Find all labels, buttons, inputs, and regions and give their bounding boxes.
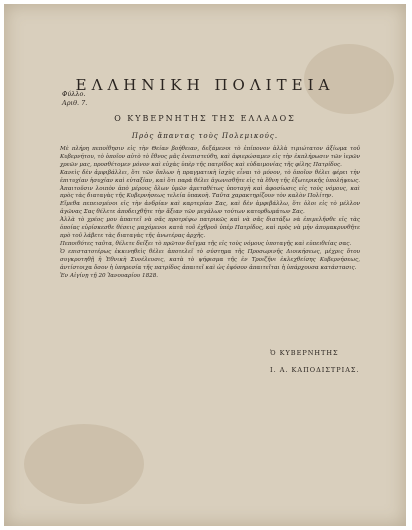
signature-label: Ὁ ΚΥΒΕΡΝΗΤΗΣ [270, 349, 339, 357]
document-page [4, 4, 406, 526]
body-paragraph: Μὲ πλήρη πεποίθησιν εἰς τὴν Θείαν βοήθειαν, δεξάμενοι τὸ ἐπίπονον ἀλλὰ τιμιώτατον ἀξίωμα τοῦ Κυβερνήτου, τὸ ὁποῖον αὐτὸ τὸ ἔθνος μᾶς ἐνεπιστεύθη, καὶ ἀφιερώσαμεν εἰς τὴν ἐκπλήρωσιν τῶν ἱερῶν χρεῶν μας, προσθέτομεν μόνον καὶ εὐχὰς ὑπὲρ τῆς πατρίδος καὶ εὐδαιμονίας τῆς φίλης Πατρίδος. [60, 146, 360, 168]
meta-line: Αριθ. 7. [62, 99, 88, 107]
body-paragraph: Ἀλλὰ τὸ χρέος μου ἀπαιτεῖ νὰ σᾶς προτρέψω πατρικῶς καὶ νὰ σᾶς διατάξω νὰ ἐπιμελῆσθε εἰς τὰς ὁποίας εὑρίσκεσθε θέσεις μαχόμενοι κατὰ τοῦ ἐχθροῦ ὑπὲρ Πατρίδος, καὶ πρὸς νὰ μὴν ἀπομακρυνθῆτε πρὸ τοῦ λάβετε τὰς διαταγὰς τῆς ἀνωτέρας ἀρχῆς. [60, 217, 360, 239]
document-meta [62, 90, 87, 108]
body-paragraph: Ὁ επιστατοτέρως ἐκκινηθεὶς θέλει ἀποτελεῖ τὸ σύστημα τῆς Προσωρινῆς Διοικήσεως, μέχρις ὅτου συγκροτηθῇ ἡ Ἐθνικὴ Συνέλευσις, κατὰ τὸ ψήφισμα τῆς ἐν Τροιζῆνι ἐκλεχθείσης Κυβερνήσεως, ἀντίστοιχα ὅσον ἡ ὑπηρεσία τῆς πατρίδος ἀπαιτεῖ καὶ ὡς ἐφόσον ἀπαιτεῖται ἡ ὑπάρχουσα κατάστασις. [60, 248, 360, 271]
signature-name: Ι. Α. ΚΑΠΟΔΙΣΤΡΙΑΣ. [270, 366, 360, 374]
meta-line: Φύλλο. [62, 90, 86, 98]
body-paragraph: Εἴμεθα πεπεισμένοι εἰς τὴν ἀνδρίαν καὶ καρτερίαν Σας, καὶ δὲν ἀμφιβάλλω, ὅτι ὁλοι εἰς τὸ μέλλον ἀγῶνας Σας θέλετε ἀποδειχθῆτε τὴν ἄξιαν τῶν μεγάλων τούτων κατορθωμάτων Σας. [60, 201, 360, 216]
document-subtitle: Ο ΚΥΒΕΡΝΗΤΗΣ ΤΗΣ ΕΛΛΑΔΟΣ [114, 114, 296, 123]
body-paragraph: Πεποιθότες ταῦτα, θέλετε δείξει τὸ πρῶτον δεῖγμα τῆς εἰς τοὺς νόμους ὑποταγῆς καὶ εὐπειθείας σας. [60, 240, 352, 247]
body-paragraph: Κανεὶς δὲν ἀμφιβάλλει, ὅτι τῶν ὅπλων ἡ πραγματικὴ ἰσχὺς εἶναι τὸ μόνον, τὸ ὁποῖον θέλει φέρει τὴν ἐπιτυχίαν ἡσυχίαν καὶ εὐταξίαν, καὶ ὅτι παρὰ θέλει ἀγωνισθῆτε εἰς τὰ ἔθνη τῆς ἐξωτερικῆς ὑπολήψεως. Ἀπαιτοῦσιν λοιπὸν ἀπὸ μέρους ὅλων ὑμῶν ἀμεταθέτως ὑποταγὴ καὶ ἀφοσίωσις εἰς τοὺς νόμους, καὶ πρὸς τὰς διαταγὰς τῆς Κυβερνήσεως τελεία ὑπακοὴ. Ταῦτα χαρακτηρίζουν τὸν καλὸν Πολίτην. [60, 169, 360, 200]
date-line: Ἐν Αἰγίνῃ τῇ 20 Ἰανουαρίου 1828. [60, 272, 159, 279]
paper-stain [24, 424, 144, 504]
document-address: Πρὸς ἅπαντας τοὺς Πολεμικούς. [131, 132, 279, 140]
document-title: ΕΛΛΗΝΙΚΗ ΠΟΛΙΤΕΙΑ [75, 76, 335, 94]
document-body [60, 146, 360, 280]
